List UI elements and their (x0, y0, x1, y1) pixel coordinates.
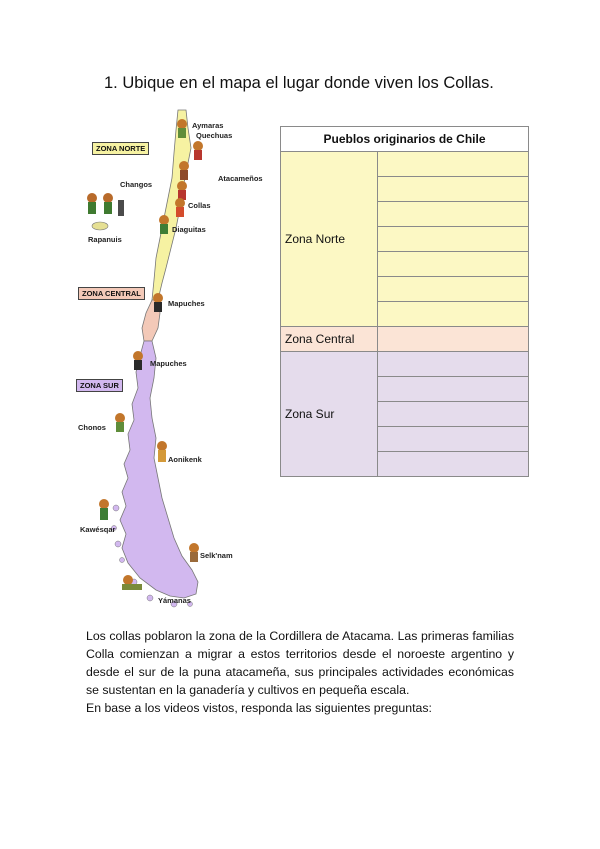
answer-cell[interactable] (378, 277, 529, 302)
label-mapuches-sur: Mapuches (150, 359, 187, 368)
map-zone-sur (120, 341, 198, 598)
answer-cell[interactable] (378, 252, 529, 277)
question-title: 1. Ubique en el mapa el lugar donde viven los Collas. (104, 74, 494, 92)
answer-cell[interactable] (378, 177, 529, 202)
answer-cell[interactable] (378, 152, 529, 177)
figure-aonikenk (157, 441, 167, 462)
answer-cell[interactable] (378, 227, 529, 252)
figure-mapuches-sur (133, 351, 143, 370)
figure-quechuas (193, 141, 203, 160)
label-rapanuis: Rapanuis (88, 235, 122, 244)
figure-diaguitas (159, 215, 169, 234)
label-chonos: Chonos (78, 423, 106, 432)
label-kawesqar: Kawésqar (80, 525, 116, 534)
answer-cell[interactable] (378, 377, 529, 402)
answer-cell[interactable] (378, 402, 529, 427)
figure-rapanuis (87, 193, 124, 216)
answer-cell[interactable] (378, 427, 529, 452)
rapanui-island (92, 222, 108, 230)
figure-chonos (115, 413, 125, 432)
label-aonikenk: Aonikenk (168, 455, 202, 464)
instruction-text: En base a los videos vistos, responda las siguientes preguntas: (86, 701, 432, 715)
answer-cell[interactable] (378, 352, 529, 377)
zone-sur-cell: Zona Sur (281, 352, 378, 477)
figure-atacamenos (177, 181, 187, 200)
figure-mapuches-central (153, 293, 163, 312)
figure-aymaras (177, 119, 187, 138)
answer-cell[interactable] (378, 452, 529, 477)
map-zone-label-norte: ZONA NORTE (92, 142, 149, 155)
label-yamanas: Yámanas (158, 596, 191, 605)
label-quechuas: Quechuas (196, 131, 233, 140)
figure-kawesqar (99, 499, 109, 520)
label-aymaras: Aymaras (192, 121, 224, 130)
zone-norte-cell: Zona Norte (281, 152, 378, 327)
map-zone-label-sur: ZONA SUR (76, 379, 123, 392)
map-zone-label-central: ZONA CENTRAL (78, 287, 145, 300)
label-selknam: Selk'nam (200, 551, 233, 560)
label-mapuches-central: Mapuches (168, 299, 205, 308)
label-changos: Changos (120, 180, 153, 189)
answer-cell[interactable] (378, 202, 529, 227)
label-diaguitas: Diaguitas (172, 225, 206, 234)
answer-cell[interactable] (378, 302, 529, 327)
figure-collas (175, 198, 185, 217)
label-atacamenos: Atacameños (218, 174, 263, 183)
answer-cell[interactable] (378, 327, 529, 352)
chile-map (70, 108, 263, 613)
figure-selknam (189, 543, 199, 562)
collas-text-block (86, 627, 514, 717)
pueblos-table (280, 126, 529, 477)
map-zone-norte (152, 110, 191, 300)
label-collas: Collas (188, 201, 211, 210)
figure-changos (179, 161, 189, 180)
collas-paragraph: Los collas poblaron la zona de la Cordillera de Atacama. Las primeras familias Colla comienzan a migrar a estos territorios desde el noroeste argentino y desde el sur de la puna atacameña, sus principales actividades económicas se sustentan en la ganadería y cultivos en pequeña escala. (86, 629, 514, 697)
zone-central-cell: Zona Central (281, 327, 378, 352)
table-header: Pueblos originarios de Chile (281, 127, 529, 152)
